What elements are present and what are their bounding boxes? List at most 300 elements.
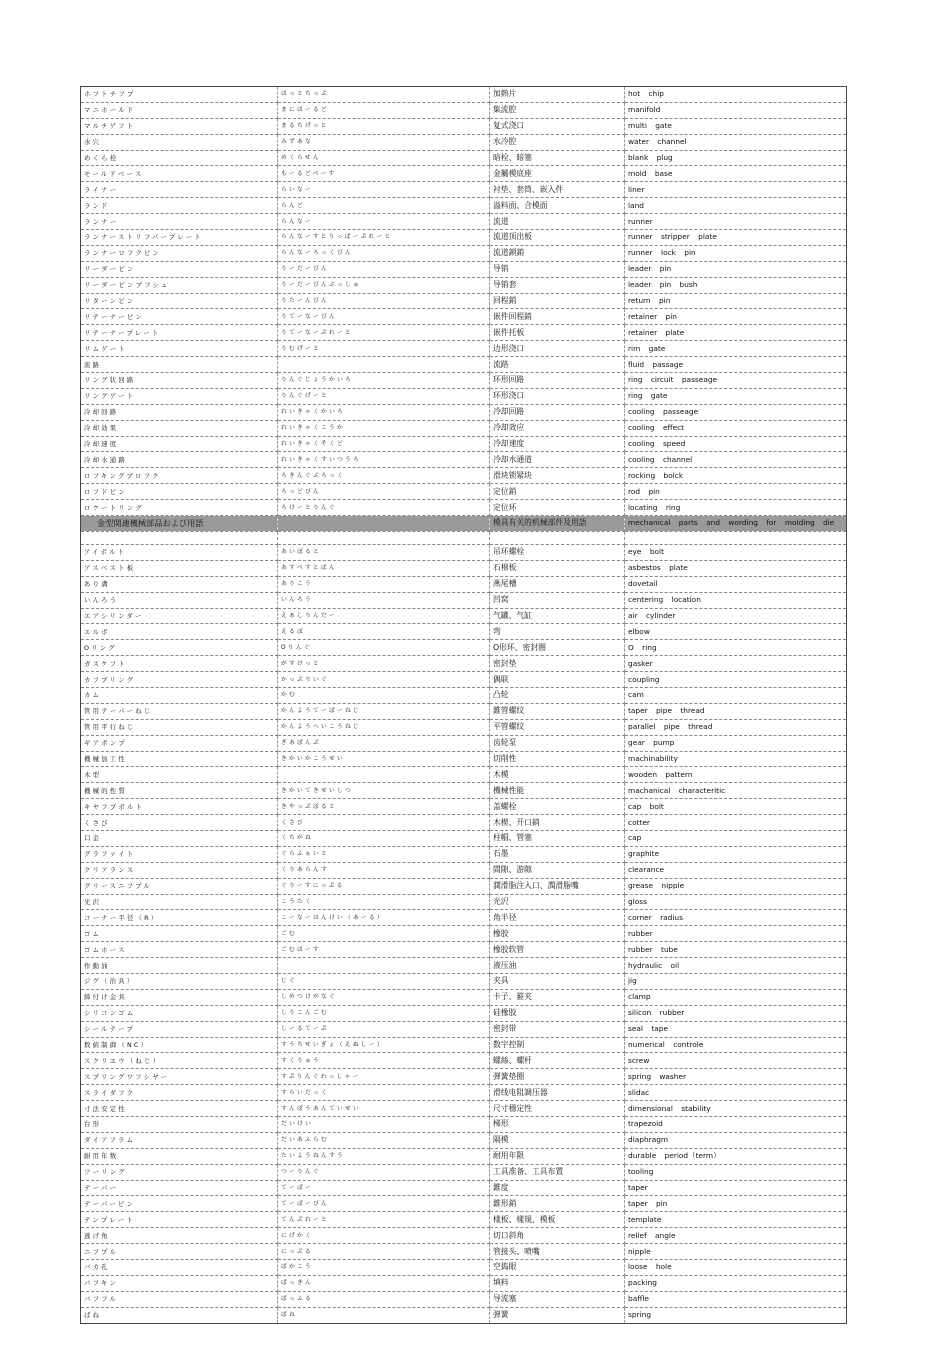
- chinese-term-cell: 加熱片: [490, 87, 625, 103]
- chinese-term-cell: 回程銷: [490, 293, 625, 309]
- table-row: [81, 388, 847, 404]
- hiragana-reading-cell: ごむ: [278, 926, 490, 942]
- english-term-cell: spring: [625, 1307, 847, 1323]
- english-term-cell: land: [625, 198, 847, 214]
- hiragana-reading-cell: かんようへいこうねじ: [278, 719, 490, 735]
- table-row: [81, 1101, 847, 1117]
- chinese-term-cell: 隔模: [490, 1132, 625, 1148]
- chinese-term-cell: 硅橡胶: [490, 1005, 625, 1021]
- hiragana-reading-cell: Oりんぐ: [278, 640, 490, 656]
- chinese-term-cell: 夹具: [490, 973, 625, 989]
- chinese-term-cell: 樣板、樣規、模板: [490, 1212, 625, 1228]
- chinese-term-cell: 金屬模底座: [490, 166, 625, 182]
- chinese-term-cell: 定位环: [490, 500, 625, 516]
- table-row: [81, 1212, 847, 1228]
- table-row: [81, 783, 847, 799]
- chinese-term-cell: 液压油: [490, 958, 625, 974]
- japanese-term-cell: パフキン: [81, 1275, 278, 1291]
- table-row: [81, 560, 847, 576]
- english-term-cell: rim gate: [625, 341, 847, 357]
- chinese-term-cell: 密封垫: [490, 656, 625, 672]
- english-term-cell: template: [625, 1212, 847, 1228]
- english-term-cell: loose hole: [625, 1260, 847, 1276]
- japanese-term-cell: リターンピン: [81, 293, 278, 309]
- chinese-term-cell: 角半径: [490, 910, 625, 926]
- english-term-cell: blank plug: [625, 150, 847, 166]
- english-term-cell: silicon rubber: [625, 1005, 847, 1021]
- english-term-cell: manifold: [625, 102, 847, 118]
- japanese-term-cell: ばね: [81, 1307, 278, 1323]
- table-row: [81, 640, 847, 656]
- japanese-term-cell: ダイアフラム: [81, 1132, 278, 1148]
- chinese-term-cell: 盖螺栓: [490, 799, 625, 815]
- table-row: [81, 656, 847, 672]
- table-row: [81, 1196, 847, 1212]
- hiragana-reading-cell: [278, 767, 490, 783]
- hiragana-reading-cell: こうたく: [278, 894, 490, 910]
- hiragana-reading-cell: めくらせん: [278, 150, 490, 166]
- hiragana-reading-cell: れいきゃくこうか: [278, 420, 490, 436]
- english-term-cell: machanical characteritic: [625, 783, 847, 799]
- chinese-term-cell: 填料: [490, 1275, 625, 1291]
- hiragana-reading-cell: すぷりんぐわっしゃー: [278, 1069, 490, 1085]
- english-term-cell: retainer plate: [625, 325, 847, 341]
- chinese-term-cell: 导销: [490, 261, 625, 277]
- japanese-term-cell: 冷却水通路: [81, 452, 278, 468]
- japanese-term-cell: 木型: [81, 767, 278, 783]
- hiragana-reading-cell: りんぐじょうかいろ: [278, 373, 490, 389]
- english-term-cell: parallel pipe thread: [625, 719, 847, 735]
- japanese-term-cell: 機械的性質: [81, 783, 278, 799]
- english-term-cell: grease nipple: [625, 878, 847, 894]
- japanese-term-cell: 光沢: [81, 894, 278, 910]
- english-term-cell: O ring: [625, 640, 847, 656]
- english-term-cell: coupling: [625, 672, 847, 688]
- japanese-term-cell: コーナー半径（R）: [81, 910, 278, 926]
- english-term-cell: runner: [625, 214, 847, 230]
- table-row: [81, 1085, 847, 1101]
- table-row: [81, 862, 847, 878]
- table-row: [81, 1291, 847, 1307]
- chinese-term-cell: 冷却速度: [490, 436, 625, 452]
- hiragana-reading-cell: らんなーろっくぴん: [278, 245, 490, 261]
- table-row: [81, 687, 847, 703]
- chinese-term-cell: 集流腔: [490, 102, 625, 118]
- chinese-term-cell: 錐形銷: [490, 1196, 625, 1212]
- japanese-term-cell: くさび: [81, 815, 278, 831]
- hiragana-reading-cell: ごむほーす: [278, 942, 490, 958]
- table-row: [81, 150, 847, 166]
- table-row: [81, 166, 847, 182]
- chinese-term-cell: 間隙、游隙: [490, 862, 625, 878]
- chinese-term-cell: 复式浇口: [490, 118, 625, 134]
- table-row: [81, 1069, 847, 1085]
- table-row: [81, 277, 847, 293]
- chinese-term-cell: 吊环螺栓: [490, 544, 625, 560]
- english-term-cell: cooling speed: [625, 436, 847, 452]
- chinese-term-cell: 水冷腔: [490, 134, 625, 150]
- english-term-cell: hydraulic oil: [625, 958, 847, 974]
- japanese-term-cell: スプリングワフシヤー: [81, 1069, 278, 1085]
- hiragana-reading-cell: くちがね: [278, 830, 490, 846]
- chinese-term-cell: 数字控制: [490, 1037, 625, 1053]
- table-row: [81, 341, 847, 357]
- hiragana-reading-cell: [278, 516, 490, 532]
- english-term-cell: gasker: [625, 656, 847, 672]
- hiragana-reading-cell: えるぼ: [278, 624, 490, 640]
- japanese-term-cell: テンプレート: [81, 1212, 278, 1228]
- japanese-term-cell: リーダーピンブフシュ: [81, 277, 278, 293]
- table-row: [81, 608, 847, 624]
- chinese-term-cell: 凸轮: [490, 687, 625, 703]
- chinese-term-cell: 切削性: [490, 751, 625, 767]
- chinese-term-cell: 機械性能: [490, 783, 625, 799]
- table-row: [81, 942, 847, 958]
- table-row: [81, 973, 847, 989]
- hiragana-reading-cell: きかいかこうせい: [278, 751, 490, 767]
- table-row: [81, 846, 847, 862]
- japanese-term-cell: アイボルト: [81, 544, 278, 560]
- chinese-term-cell: 气罐、气缸: [490, 608, 625, 624]
- japanese-term-cell: エルボ: [81, 624, 278, 640]
- english-term-cell: asbestos plate: [625, 560, 847, 576]
- hiragana-reading-cell: しめつけがなぐ: [278, 989, 490, 1005]
- table-row: [81, 516, 847, 532]
- chinese-term-cell: 木楔、开口銷: [490, 815, 625, 831]
- japanese-term-cell: グラファイト: [81, 846, 278, 862]
- hiragana-reading-cell: らんなーすとりっぱーぷれーと: [278, 230, 490, 246]
- chinese-term-cell: 滑线电阻調压器: [490, 1085, 625, 1101]
- table-row: [81, 500, 847, 516]
- japanese-term-cell: ニフプル: [81, 1244, 278, 1260]
- english-term-cell: hot chip: [625, 87, 847, 103]
- english-term-cell: locating ring: [625, 500, 847, 516]
- hiragana-reading-cell: しーるてーぷ: [278, 1021, 490, 1037]
- hiragana-reading-cell: もーるどべーす: [278, 166, 490, 182]
- hiragana-reading-cell: てーぱーぴん: [278, 1196, 490, 1212]
- hiragana-reading-cell: りてーなーぷれーと: [278, 325, 490, 341]
- table-row: [81, 452, 847, 468]
- chinese-term-cell: 橡胶软管: [490, 942, 625, 958]
- table-row: [81, 420, 847, 436]
- hiragana-reading-cell: ばっふる: [278, 1291, 490, 1307]
- japanese-term-cell: リテーナープレート: [81, 325, 278, 341]
- japanese-term-cell: 逃げ角: [81, 1228, 278, 1244]
- hiragana-reading-cell: ろけーとりんぐ: [278, 500, 490, 516]
- japanese-term-cell: 口金: [81, 830, 278, 846]
- chinese-term-cell: 密封带: [490, 1021, 625, 1037]
- chinese-term-cell: 边形浇口: [490, 341, 625, 357]
- english-term-cell: taper pipe thread: [625, 703, 847, 719]
- chinese-term-cell: 嵌件回程銷: [490, 309, 625, 325]
- english-term-cell: gear pump: [625, 735, 847, 751]
- chinese-term-cell: 石棉板: [490, 560, 625, 576]
- english-term-cell: leader pin: [625, 261, 847, 277]
- hiragana-reading-cell: だいけい: [278, 1117, 490, 1133]
- english-term-cell: dovetail: [625, 576, 847, 592]
- table-row: [81, 436, 847, 452]
- table-row: [81, 118, 847, 134]
- japanese-term-cell: エアシリンダー: [81, 608, 278, 624]
- chinese-term-cell: 柱帽、管塞: [490, 830, 625, 846]
- japanese-term-cell: 水穴: [81, 134, 278, 150]
- english-term-cell: mechanical parts and wording for molding die: [625, 516, 847, 532]
- table-row: [81, 1307, 847, 1323]
- table-row: [81, 325, 847, 341]
- japanese-term-cell: リテーナーピン: [81, 309, 278, 325]
- hiragana-reading-cell: きかいてきせいしつ: [278, 783, 490, 799]
- english-term-cell: elbow: [625, 624, 847, 640]
- chinese-term-cell: 衬垫、套筒、嵌入件: [490, 182, 625, 198]
- table-row: [81, 261, 847, 277]
- chinese-term-cell: 偶联: [490, 672, 625, 688]
- english-term-cell: return pin: [625, 293, 847, 309]
- japanese-term-cell: キヤフプボルト: [81, 799, 278, 815]
- japanese-term-cell: テーパーピン: [81, 1196, 278, 1212]
- japanese-term-cell: 金型関連機械部品および用語: [81, 516, 278, 532]
- hiragana-reading-cell: [278, 958, 490, 974]
- hiragana-reading-cell: すんぽうあんていせい: [278, 1101, 490, 1117]
- chinese-term-cell: 流道顶出板: [490, 230, 625, 246]
- hiragana-reading-cell: [278, 531, 490, 544]
- english-term-cell: leader pin bush: [625, 277, 847, 293]
- chinese-term-cell: 导流塞: [490, 1291, 625, 1307]
- english-term-cell: cooling passeage: [625, 404, 847, 420]
- hiragana-reading-cell: りてーなーぴん: [278, 309, 490, 325]
- chinese-term-cell: 光沢: [490, 894, 625, 910]
- table-row: [81, 531, 847, 544]
- hiragana-reading-cell: すくりゅう: [278, 1053, 490, 1069]
- japanese-term-cell: 流路: [81, 357, 278, 373]
- hiragana-reading-cell: りたーんぴん: [278, 293, 490, 309]
- table-row: [81, 719, 847, 735]
- hiragana-reading-cell: まるちげっと: [278, 118, 490, 134]
- japanese-term-cell: バフフル: [81, 1291, 278, 1307]
- chinese-term-cell: 暗栓、暗塞: [490, 150, 625, 166]
- english-term-cell: gloss: [625, 894, 847, 910]
- table-row: [81, 1132, 847, 1148]
- glossary-table: [80, 86, 847, 1324]
- table-row: [81, 544, 847, 560]
- japanese-term-cell: Oリング: [81, 640, 278, 656]
- chinese-term-cell: 錐管螺纹: [490, 703, 625, 719]
- chinese-term-cell: 空捣眼: [490, 1260, 625, 1276]
- english-term-cell: machinability: [625, 751, 847, 767]
- hiragana-reading-cell: いんろう: [278, 592, 490, 608]
- table-row: [81, 1164, 847, 1180]
- table-row: [81, 468, 847, 484]
- japanese-term-cell: 管用テーパーねじ: [81, 703, 278, 719]
- hiragana-reading-cell: らんど: [278, 198, 490, 214]
- japanese-term-cell: グリースニフプル: [81, 878, 278, 894]
- table-row: [81, 894, 847, 910]
- hiragana-reading-cell: かっぷりいぐ: [278, 672, 490, 688]
- japanese-term-cell: ロフキングブロフク: [81, 468, 278, 484]
- table-row: [81, 1275, 847, 1291]
- chinese-term-cell: 橡胶: [490, 926, 625, 942]
- table-row: [81, 1053, 847, 1069]
- chinese-term-cell: 流道鎖銷: [490, 245, 625, 261]
- table-row: [81, 958, 847, 974]
- chinese-term-cell: 潤滑脂注入口、潤滑脂嘴: [490, 878, 625, 894]
- table-row: [81, 1021, 847, 1037]
- table-row: [81, 230, 847, 246]
- table-row: [81, 1117, 847, 1133]
- english-term-cell: cam: [625, 687, 847, 703]
- english-term-cell: runner lock pin: [625, 245, 847, 261]
- hiragana-reading-cell: ろきんぐぶろっく: [278, 468, 490, 484]
- table-row: [81, 245, 847, 261]
- table-row: [81, 926, 847, 942]
- english-term-cell: clearance: [625, 862, 847, 878]
- table-row: [81, 672, 847, 688]
- hiragana-reading-cell: ありこう: [278, 576, 490, 592]
- chinese-term-cell: 滑块锁紧块: [490, 468, 625, 484]
- english-term-cell: cotter: [625, 815, 847, 831]
- english-term-cell: mold base: [625, 166, 847, 182]
- chinese-term-cell: 錐度: [490, 1180, 625, 1196]
- chinese-term-cell: 耐用年限: [490, 1148, 625, 1164]
- japanese-term-cell: ロフドピン: [81, 484, 278, 500]
- hiragana-reading-cell: ぐりーすにっぷる: [278, 878, 490, 894]
- hiragana-reading-cell: ぎあぽんぷ: [278, 735, 490, 751]
- hiragana-reading-cell: ぱっきん: [278, 1275, 490, 1291]
- english-term-cell: rubber tube: [625, 942, 847, 958]
- table-row: [81, 767, 847, 783]
- table-row: [81, 1037, 847, 1053]
- chinese-term-cell: 环形回路: [490, 373, 625, 389]
- chinese-term-cell: 嵌件托板: [490, 325, 625, 341]
- chinese-term-cell: 螺絲、螺杆: [490, 1053, 625, 1069]
- table-row: [81, 1260, 847, 1276]
- table-row: [81, 1005, 847, 1021]
- hiragana-reading-cell: こーなーはんけい（あーる）: [278, 910, 490, 926]
- chinese-term-cell: 石墨: [490, 846, 625, 862]
- japanese-term-cell: モールドベース: [81, 166, 278, 182]
- japanese-term-cell: ライナー: [81, 182, 278, 198]
- japanese-term-cell: 管用平行ねじ: [81, 719, 278, 735]
- hiragana-reading-cell: じぐ: [278, 973, 490, 989]
- chinese-term-cell: 导销套: [490, 277, 625, 293]
- table-row: [81, 703, 847, 719]
- table-row: [81, 1180, 847, 1196]
- english-term-cell: multi gate: [625, 118, 847, 134]
- chinese-term-cell: 环形浇口: [490, 388, 625, 404]
- table-row: [81, 910, 847, 926]
- hiragana-reading-cell: りーだーぴん: [278, 261, 490, 277]
- english-term-cell: relief angle: [625, 1228, 847, 1244]
- english-term-cell: rod pin: [625, 484, 847, 500]
- table-row: [81, 214, 847, 230]
- table-row: [81, 182, 847, 198]
- chinese-term-cell: 模具有关的机械部件及用語: [490, 516, 625, 532]
- hiragana-reading-cell: だいあふらむ: [278, 1132, 490, 1148]
- hiragana-reading-cell: かむ: [278, 687, 490, 703]
- hiragana-reading-cell: しりこんごむ: [278, 1005, 490, 1021]
- japanese-term-cell: 冷却速度: [81, 436, 278, 452]
- chinese-term-cell: 管接头、喷嘴: [490, 1244, 625, 1260]
- japanese-term-cell: 数値制御（NC）: [81, 1037, 278, 1053]
- japanese-term-cell: ホフトチフプ: [81, 87, 278, 103]
- japanese-term-cell: ランナーロフクピン: [81, 245, 278, 261]
- table-row: [81, 624, 847, 640]
- japanese-term-cell: ガスケフト: [81, 656, 278, 672]
- japanese-term-cell: アスベスト板: [81, 560, 278, 576]
- chinese-term-cell: 木模: [490, 767, 625, 783]
- chinese-term-cell: 流路: [490, 357, 625, 373]
- hiragana-reading-cell: [278, 357, 490, 373]
- table-row: [81, 357, 847, 373]
- hiragana-reading-cell: てんぷれーと: [278, 1212, 490, 1228]
- japanese-term-cell: 寸法安定性: [81, 1101, 278, 1117]
- table-row: [81, 751, 847, 767]
- chinese-term-cell: 冷却回路: [490, 404, 625, 420]
- english-term-cell: tooling: [625, 1164, 847, 1180]
- hiragana-reading-cell: りーだーぴんぶっしゅ: [278, 277, 490, 293]
- chinese-term-cell: 流道: [490, 214, 625, 230]
- english-term-cell: cooling channel: [625, 452, 847, 468]
- hiragana-reading-cell: ばね: [278, 1307, 490, 1323]
- glossary-body: [81, 87, 847, 1324]
- chinese-term-cell: 弹簧垫圈: [490, 1069, 625, 1085]
- japanese-term-cell: シールテープ: [81, 1021, 278, 1037]
- table-row: [81, 87, 847, 103]
- table-row: [81, 989, 847, 1005]
- hiragana-reading-cell: にっぷる: [278, 1244, 490, 1260]
- hiragana-reading-cell: ろっどぴん: [278, 484, 490, 500]
- chinese-term-cell: O形环、密封圈: [490, 640, 625, 656]
- english-term-cell: taper pin: [625, 1196, 847, 1212]
- japanese-term-cell: ゴム: [81, 926, 278, 942]
- japanese-term-cell: 機械加工性: [81, 751, 278, 767]
- chinese-term-cell: 平管螺纹: [490, 719, 625, 735]
- japanese-term-cell: スライダフク: [81, 1085, 278, 1101]
- chinese-term-cell: 弯: [490, 624, 625, 640]
- japanese-term-cell: ランナーストリフパープレート: [81, 230, 278, 246]
- hiragana-reading-cell: すうちせいぎょ（えぬしー）: [278, 1037, 490, 1053]
- hiragana-reading-cell: りんぐげーと: [278, 388, 490, 404]
- english-term-cell: baffle: [625, 1291, 847, 1307]
- english-term-cell: runner stripper plate: [625, 230, 847, 246]
- english-term-cell: cap bolt: [625, 799, 847, 815]
- table-row: [81, 592, 847, 608]
- english-term-cell: cap: [625, 830, 847, 846]
- japanese-term-cell: リングゲート: [81, 388, 278, 404]
- english-term-cell: durable period（term）: [625, 1148, 847, 1164]
- english-term-cell: rubber: [625, 926, 847, 942]
- chinese-term-cell: 工具准备、工具布置: [490, 1164, 625, 1180]
- japanese-term-cell: スクリユウ（ねじ）: [81, 1053, 278, 1069]
- english-term-cell: air cylinder: [625, 608, 847, 624]
- hiragana-reading-cell: れいきゃくすいつうろ: [278, 452, 490, 468]
- table-row: [81, 293, 847, 309]
- table-row: [81, 576, 847, 592]
- table-row: [81, 878, 847, 894]
- english-term-cell: jig: [625, 973, 847, 989]
- japanese-term-cell: ギアポンプ: [81, 735, 278, 751]
- japanese-term-cell: めくら栓: [81, 150, 278, 166]
- english-term-cell: retainer pin: [625, 309, 847, 325]
- chinese-term-cell: 冷却水通道: [490, 452, 625, 468]
- english-term-cell: slidac: [625, 1085, 847, 1101]
- hiragana-reading-cell: にげかく: [278, 1228, 490, 1244]
- english-term-cell: nipple: [625, 1244, 847, 1260]
- japanese-term-cell: バカ孔: [81, 1260, 278, 1276]
- english-term-cell: liner: [625, 182, 847, 198]
- japanese-term-cell: ランド: [81, 198, 278, 214]
- japanese-term-cell: [81, 531, 278, 544]
- table-row: [81, 799, 847, 815]
